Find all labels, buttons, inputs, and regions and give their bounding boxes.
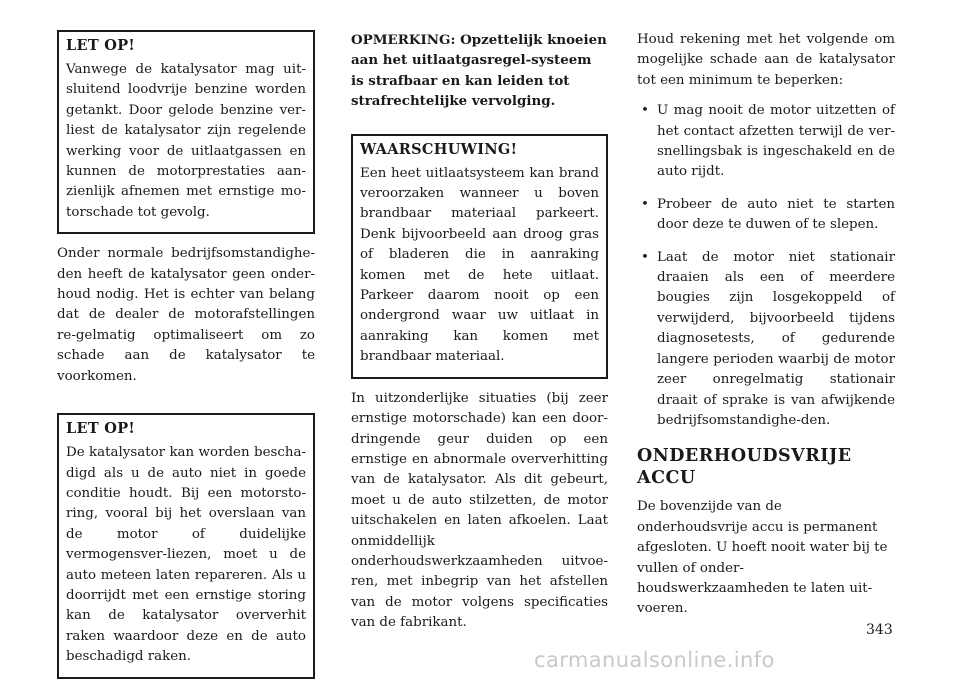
caution-title: LET OP!	[66, 37, 136, 54]
warning-box-fire	[351, 134, 608, 379]
page-number: 343	[866, 622, 893, 638]
caution-box-damage	[57, 413, 315, 678]
list-item: • U mag nooit de motor uitzetten of het contact afzetten terwijl de ver-snellingsbak is ingeschakeld en de auto rijdt.	[641, 103, 895, 180]
caution-text: De katalysator kan worden bescha-digd als u de auto niet in goede conditie houdt. Bij een motorsto-ring, vooral bij het overslaan van de motor of duidelijke vermogensver-liezen, moet u de auto meteen laten repareren. Als u doorrijdt met een ernstige storing kan de katalysator oververhit raken waardoor deze en de auto beschadigd raken.	[66, 445, 306, 665]
section-heading: ONDERHOUDSVRIJE ACCU	[637, 446, 852, 489]
middle-column	[351, 30, 608, 634]
list-item: • Probeer de auto niet te starten door deze te duwen of te slepen.	[641, 196, 895, 233]
bullet-icon: •	[641, 196, 649, 212]
warning-text: Een heet uitlaatsysteem kan brand veroorzaken wanneer u boven brandbaar materiaal parkeert. Denk bijvoorbeeld aan droog gras of bladeren die in aanraking komen met de hete uitlaat. Parkeer daarom nooit op een ondergrond waar uw uitlaat in aanraking kan komen met brandbaar materiaal.	[360, 165, 599, 365]
caution-text: Vanwege de katalysator mag uit-sluitend loodvrije benzine worden getankt. Door gelode benzine ver-liest de katalysator zijn regelende werking voor de uitlaatgassen en kunnen de motorprestaties aan-zienlijk afnemen met ernstige mo-torschade tot gevolg.	[66, 62, 306, 220]
watermark: carmanualsonline.info	[534, 648, 775, 672]
caution-box-fuel	[57, 30, 315, 234]
left-column	[57, 30, 315, 679]
warning-title: WAARSCHUWING!	[360, 140, 518, 158]
maintenance-paragraph: Onder normale bedrijfsomstandighe-den heeft de katalysator geen onder-houd nodig. Het is echter van belang dat de dealer de motorafstellingen re-gelmatig optimaliseert om zo schade aan de katalysator te voorkomen.	[57, 246, 315, 384]
note-tampering: OPMERKING: Opzettelijk knoeien aan het uitlaatgasregel-systeem is strafbaar en kan leiden tot strafrechtelijke vervolging.	[351, 32, 607, 110]
bullet-icon: •	[641, 249, 649, 265]
caution-title: LET OP!	[66, 420, 136, 438]
overheat-paragraph: In uitzonderlijke situaties (bij zeer ernstige motorschade) kan een door-dringende geur duiden op een ernstige en abnormale oververhitting van de katalysator. Als dit gebeurt, moet u de auto stilzetten, de motor uitschakelen en laten afkoelen. Laat onmiddellijk onderhoudswerkzaamheden uitvoe-ren, met inbegrip van het afstellen van de motor volgens specificaties van de fabrikant.	[351, 390, 608, 631]
right-column	[637, 30, 895, 620]
battery-paragraph: De bovenzijde van de onderhoudsvrije accu is permanent afgesloten. U hoeft nooit water bij te vullen of onder-houdswerkzaamheden te laten uit-voeren.	[637, 499, 888, 617]
list-item: • Laat de motor niet stationair draaien als een of meerdere bougies zijn losgekoppeld of verwijderd, bijvoorbeeld tijdens diagnosetests, of gedurende langere perioden waarbij de motor zeer onregelmatig stationair draait of sprake is van afwijkende bedrijfsomstandighe-den.	[641, 249, 895, 428]
precaution-list	[637, 101, 895, 431]
bullet-icon: •	[641, 103, 649, 119]
intro-paragraph: Houd rekening met het volgende om mogelijke schade aan de katalysator tot een minimum te beperken:	[637, 32, 895, 88]
